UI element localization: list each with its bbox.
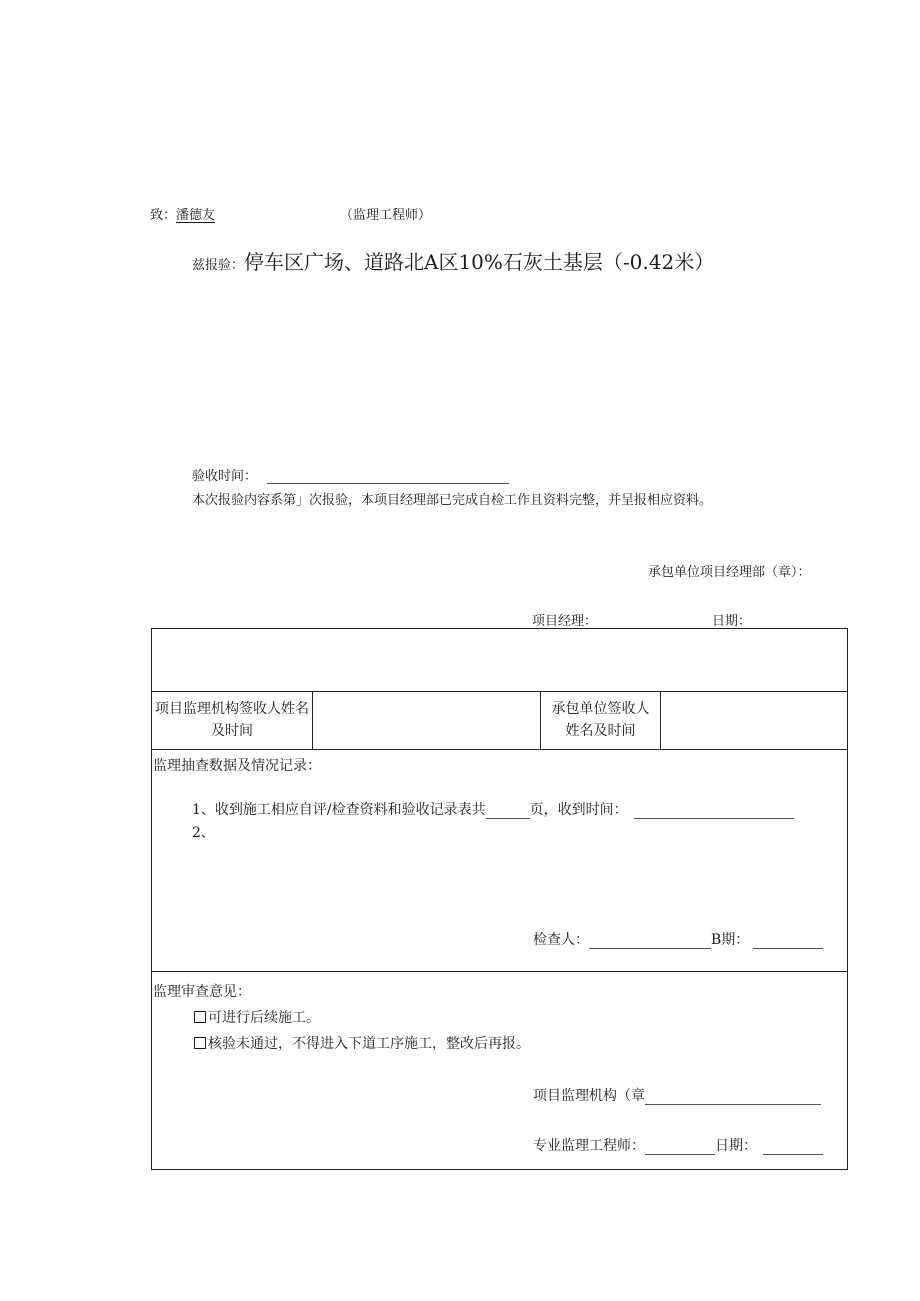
item1-text: 1、收到施工相应自评/检查资料和验收记录表共 bbox=[192, 802, 486, 818]
review-date-label: 日期： bbox=[715, 1138, 757, 1154]
item1-received-label: 页，收到时间： bbox=[529, 802, 628, 818]
addressee-role: （监理工程师） bbox=[340, 208, 432, 223]
acceptance-time-field[interactable] bbox=[267, 469, 509, 484]
review-org-field[interactable] bbox=[645, 1090, 821, 1105]
review-engineer-label: 专业监理工程师： bbox=[533, 1138, 645, 1154]
review-option-1[interactable] bbox=[194, 1007, 320, 1027]
contractor-sign-label: 承包单位签收人姓名及时间 bbox=[551, 701, 650, 739]
manager-date-field[interactable] bbox=[757, 614, 817, 629]
report-subject: 停车区广场、道路北A区10%石灰土基层（-0.42米） bbox=[244, 250, 715, 274]
inspector-label: 检查人： bbox=[533, 932, 589, 948]
review-date-field[interactable] bbox=[763, 1140, 823, 1155]
table-divider bbox=[152, 749, 847, 750]
review-org-label: 项目监理机构（章 bbox=[533, 1088, 645, 1104]
addressee-line bbox=[150, 204, 215, 223]
supervision-sign-label: 项目监理机构签收人姓名及时间 bbox=[155, 701, 309, 739]
supervision-sign-field[interactable] bbox=[313, 692, 539, 749]
report-prefix: 兹报验： bbox=[192, 258, 245, 273]
manager-date-label: 日期： bbox=[712, 614, 752, 629]
inspector-line bbox=[533, 929, 823, 949]
review-option-1-label: 可进行后续施工。 bbox=[208, 1010, 320, 1026]
manager-field[interactable] bbox=[597, 614, 712, 629]
review-engineer-field[interactable] bbox=[645, 1140, 715, 1155]
acceptance-statement: 本次报验内容系第」次报验，本项目经理部已完成自检工作且资料完整，并呈报相应资料。 bbox=[192, 493, 713, 508]
acceptance-time bbox=[192, 465, 509, 484]
manager-label: 项目经理： bbox=[532, 614, 598, 629]
review-title: 监理审查意见： bbox=[153, 984, 251, 1000]
inspector-date-field[interactable] bbox=[753, 934, 823, 949]
addressee-name: 潘德友 bbox=[176, 208, 216, 223]
report-line bbox=[192, 246, 714, 275]
received-time-field[interactable] bbox=[634, 804, 794, 819]
review-org-line bbox=[533, 1085, 821, 1105]
checkbox-icon[interactable] bbox=[194, 1011, 206, 1023]
inspector-date-label: B期： bbox=[711, 932, 750, 948]
checkbox-icon[interactable] bbox=[194, 1037, 206, 1049]
inspector-field[interactable] bbox=[589, 934, 711, 949]
acceptance-time-label: 验收时间： bbox=[192, 469, 258, 484]
inspection-form-table bbox=[151, 628, 848, 1170]
review-engineer-line bbox=[533, 1135, 823, 1155]
top-blank-cell[interactable] bbox=[152, 629, 847, 691]
page-count-field[interactable] bbox=[486, 804, 530, 819]
contractor-seal-label: 承包单位项目经理部（章）： bbox=[648, 565, 811, 580]
addressee-prefix: 致： bbox=[150, 208, 177, 223]
review-option-2-label: 核验未通过，不得进入下道工序施工，整改后再报。 bbox=[208, 1036, 530, 1052]
manager-line bbox=[532, 610, 817, 629]
inspection-item-2: 2、 bbox=[192, 825, 215, 841]
table-divider bbox=[152, 971, 847, 972]
review-option-2[interactable] bbox=[194, 1033, 530, 1053]
inspection-item-1 bbox=[192, 799, 794, 819]
inspection-title: 监理抽查数据及情况记录： bbox=[153, 758, 321, 774]
contractor-sign-field[interactable] bbox=[661, 692, 847, 749]
